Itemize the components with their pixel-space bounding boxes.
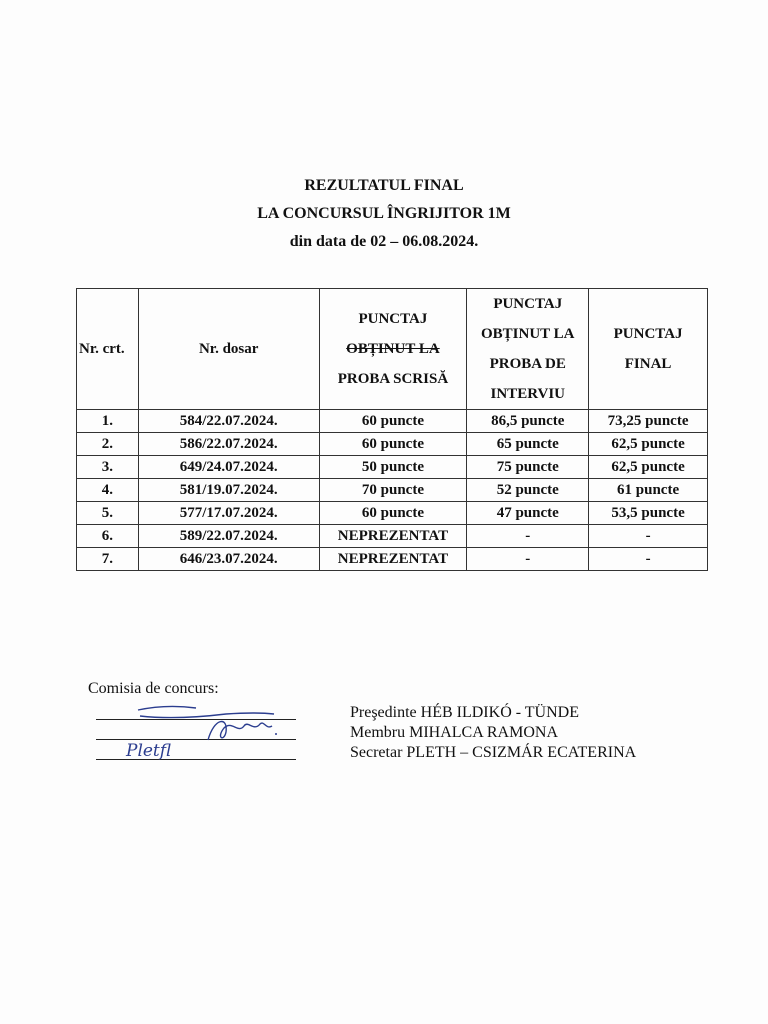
results-table (76, 288, 708, 571)
header-written-line: OBȚINUT LA (346, 341, 440, 357)
cell-written-score: 60 puncte (319, 410, 467, 433)
commission-members (350, 703, 636, 763)
table-row (77, 410, 708, 433)
header-interview-line: PUNCTAJ (493, 296, 563, 312)
cell-final-score: - (589, 548, 708, 571)
cell-written-score: NEPREZENTAT (319, 525, 467, 548)
document-title (0, 172, 768, 256)
table-row (77, 433, 708, 456)
table-row (77, 548, 708, 571)
header-nr-crt: Nr. crt. (77, 289, 139, 410)
signature-text: Pletfl (126, 741, 172, 761)
member-president: Preşedinte HÉB ILDIKÓ - TÜNDE (350, 704, 579, 721)
header-nr-dosar: Nr. dosar (138, 289, 319, 410)
cell-interview-score: 75 puncte (467, 456, 589, 479)
cell-written-score: 70 puncte (319, 479, 467, 502)
cell-dosar: 649/24.07.2024. (138, 456, 319, 479)
cell-final-score: 62,5 puncte (589, 456, 708, 479)
header-interview-line: INTERVIU (490, 386, 566, 402)
cell-written-score: NEPREZENTAT (319, 548, 467, 571)
table-row (77, 525, 708, 548)
header-interview-score (467, 289, 589, 410)
signature-area (96, 700, 296, 770)
cell-dosar: 586/22.07.2024. (138, 433, 319, 456)
header-written-line: PROBA SCRISĂ (337, 371, 449, 387)
commission-label: Comisia de concurs: (88, 680, 219, 697)
cell-nr: 2. (77, 433, 139, 456)
cell-dosar: 589/22.07.2024. (138, 525, 319, 548)
header-written-score (319, 289, 467, 410)
cell-written-score: 60 puncte (319, 502, 467, 525)
cell-interview-score: 65 puncte (467, 433, 589, 456)
cell-final-score: 62,5 puncte (589, 433, 708, 456)
cell-nr: 1. (77, 410, 139, 433)
cell-nr: 3. (77, 456, 139, 479)
cell-final-score: 53,5 puncte (589, 502, 708, 525)
results-table-body (77, 410, 708, 571)
cell-final-score: 73,25 puncte (589, 410, 708, 433)
title-line-3: din data de 02 – 06.08.2024. (289, 233, 479, 250)
header-final-score (589, 289, 708, 410)
cell-dosar: 577/17.07.2024. (138, 502, 319, 525)
cell-written-score: 60 puncte (319, 433, 467, 456)
member-secretary: Secretar PLETH – CSIZMÁR ECATERINA (350, 744, 637, 761)
cell-written-score: 50 puncte (319, 456, 467, 479)
header-written-line: PUNCTAJ (358, 311, 428, 327)
title-line-2: LA CONCURSUL ÎNGRIJITOR 1M (257, 205, 511, 222)
cell-dosar: 581/19.07.2024. (138, 479, 319, 502)
cell-nr: 4. (77, 479, 139, 502)
cell-dosar: 584/22.07.2024. (138, 410, 319, 433)
cell-nr: 7. (77, 548, 139, 571)
table-row (77, 502, 708, 525)
cell-nr: 6. (77, 525, 139, 548)
cell-nr: 5. (77, 502, 139, 525)
signature-mark-3 (122, 734, 202, 764)
cell-interview-score: 52 puncte (467, 479, 589, 502)
signature-mark-2 (204, 714, 280, 744)
member-member: Membru MIHALCA RAMONA (350, 724, 558, 741)
title-line-1: REZULTATUL FINAL (304, 177, 464, 194)
header-row (77, 289, 708, 410)
cell-dosar: 646/23.07.2024. (138, 548, 319, 571)
cell-interview-score: - (467, 525, 589, 548)
cell-final-score: - (589, 525, 708, 548)
header-final-line: PUNCTAJ (613, 326, 683, 342)
cell-interview-score: 86,5 puncte (467, 410, 589, 433)
table-row (77, 456, 708, 479)
table-row (77, 479, 708, 502)
header-interview-line: PROBA DE (489, 356, 566, 372)
cell-interview-score: 47 puncte (467, 502, 589, 525)
cell-final-score: 61 puncte (589, 479, 708, 502)
header-interview-line: OBȚINUT LA (481, 326, 575, 342)
cell-interview-score: - (467, 548, 589, 571)
header-final-line: FINAL (624, 356, 672, 372)
